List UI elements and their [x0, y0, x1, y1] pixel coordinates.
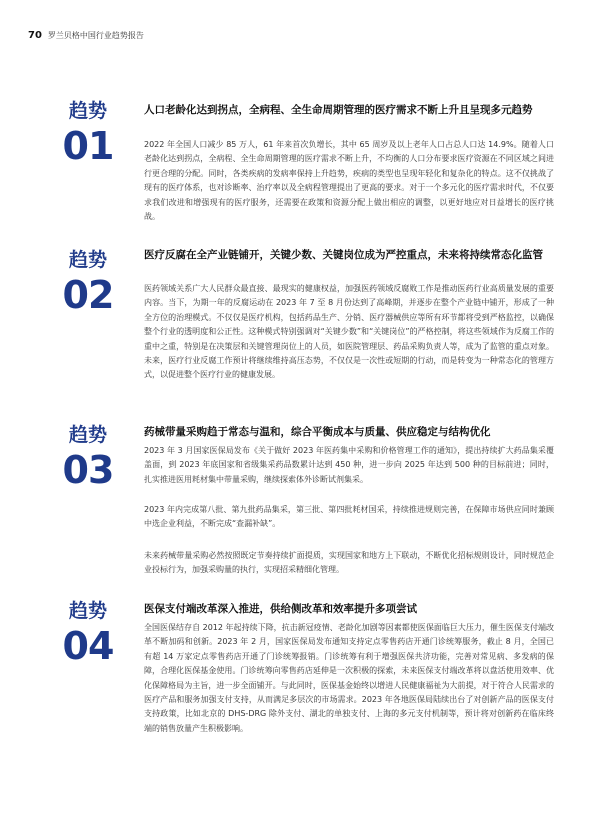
section-title: 医保支付端改革深入推进，供给侧改革和效率提升多项尝试	[144, 603, 417, 615]
trend-number: 03	[62, 448, 114, 492]
section-title: 医疗反腐在全产业链铺开，关键少数、关键岗位成为严控重点，未来将持续常态化监管	[144, 249, 543, 261]
section-paragraph: 2023 年 3 月国家医保局发布《关于做好 2023 年医药集中采购和价格管理工作的通知》，提出持续扩大药品集采覆盖面，到 2023 年底国家和省级集采药品数累计达到 450 种，进一步向 2025 年达到 500 种的目标前进；同时，扎实推进医用耗材集中带量采购，继续探索体外诊断试剂集采。	[144, 446, 554, 484]
section-paragraph: 未来药械带量采购必然按照既定节奏持续扩面提质，实现国家和地方上下联动，不断优化招标规则设计，同时规范企业投标行为，加强采购量的执行，实现招采精细化管理。	[144, 551, 554, 575]
report-title: 罗兰贝格中国行业趋势报告	[47, 30, 144, 40]
section-paragraph: 全国医保结存自 2012 年起持续下降，抗击新冠疫情、老龄化加剧等因素都使医保面临巨大压力，催生医保支付端改革不断加码和创新。2023 年 2 月，国家医保局发布通知支持定点零售药店开通门诊统筹服务，截止 8 月，全国已有超 14 万家定点零售药店开通了门诊统筹报销。门诊统筹有利于增强医保共济功能，完善对常见病、多发病的保障，合理化医保基金使用。门诊统筹向零售药店延伸是一次积极的探索，未来医保支付端改革将以盘活使用效率、优化保障格局为主旨，进一步全面铺开。与此同时，医保基金始终以增进人民健康福祉为大前提，对于符合人民需求的医疗产品和服务加强支付支持，从而满足多层次的市场需求。2023 年各地医保局陆续出台了对创新产品的医保支付支持政策，比如北京的 DHS-DRG 除外支付、湖北的单独支付、上海的多元支付机制等，预计将对创新药在临床终端的销售放量产生积极影响。	[144, 623, 554, 733]
section-title: 药械带量采购趋于常态与温和，综合平衡成本与质量、供应稳定与结构优化	[144, 426, 491, 438]
trend-label: 趋势	[68, 424, 107, 446]
trend-label: 趋势	[68, 600, 107, 622]
trend-number: 01	[62, 124, 114, 168]
page-number: 70	[28, 29, 42, 41]
section-paragraph: 医药领域关系广大人民群众最直接、最现实的健康权益，加强医药领域反腐败工作是推动医药行业高质量发展的重要内容。当下，为期一年的反腐运动在 2023 年 7 至 8 月份达到了高峰期，并逐步在整个产业链中铺开，形成了一种全方位的治理模式。不仅仅是医疗机构，包括药品生产、分销、医疗器械供应等所有环节都将受到严格监控，以确保整个行业的透明度和公正性。这种模式特别强调对“关键少数”和“关键岗位”的严格控制，将这些领域作为反腐工作的重中之重，特别是在决策层和关键管理岗位上的人员，如医院管理层、药品采购负责人等，成为了监管的重点对象。未来，医疗行业反腐工作预计将继续维持高压态势，不仅仅是一次性或短期的行动，而是转变为一种常态化的管理方式，以促进整个医疗行业的健康发展。	[144, 284, 554, 380]
trend-label: 趋势	[68, 100, 107, 122]
trend-number: 02	[62, 273, 114, 317]
trend-number: 04	[62, 624, 114, 668]
section-paragraph: 2023 年内完成第八批、第九批药品集采，第三批、第四批耗材国采，持续推进规则完善，在保障市场供应同时兼顾中选企业利益，不断完成“查漏补缺”。	[144, 505, 554, 529]
section-paragraph: 2022 年全国人口减少 85 万人，61 年来首次负增长，其中 65 周岁及以上老年人口占总人口达 14.9%。随着人口老龄化达到拐点，全病程、全生命周期管理的医疗需求不断上升，不均衡的人口分布要求医疗资源在不同区域之间进行更合理的分配。同时，各类疾病的发病率保持上升趋势，疾病的类型也呈现年轻化和复杂化的特点。这不仅挑战了现有的医疗体系，也对诊断率、治疗率以及全病程管理提出了更高的要求。对于一个多元化的医疗需求时代，不仅要求我们改进和增强现有的医疗服务，还需要在政策和资源分配上做出相应的调整，以更好地应对日益增长的医疗挑战。	[144, 140, 554, 222]
page-header	[28, 28, 144, 42]
section-title: 人口老龄化达到拐点，全病程、全生命周期管理的医疗需求不断上升且呈现多元趋势	[144, 104, 533, 116]
trend-label: 趋势	[68, 249, 107, 271]
